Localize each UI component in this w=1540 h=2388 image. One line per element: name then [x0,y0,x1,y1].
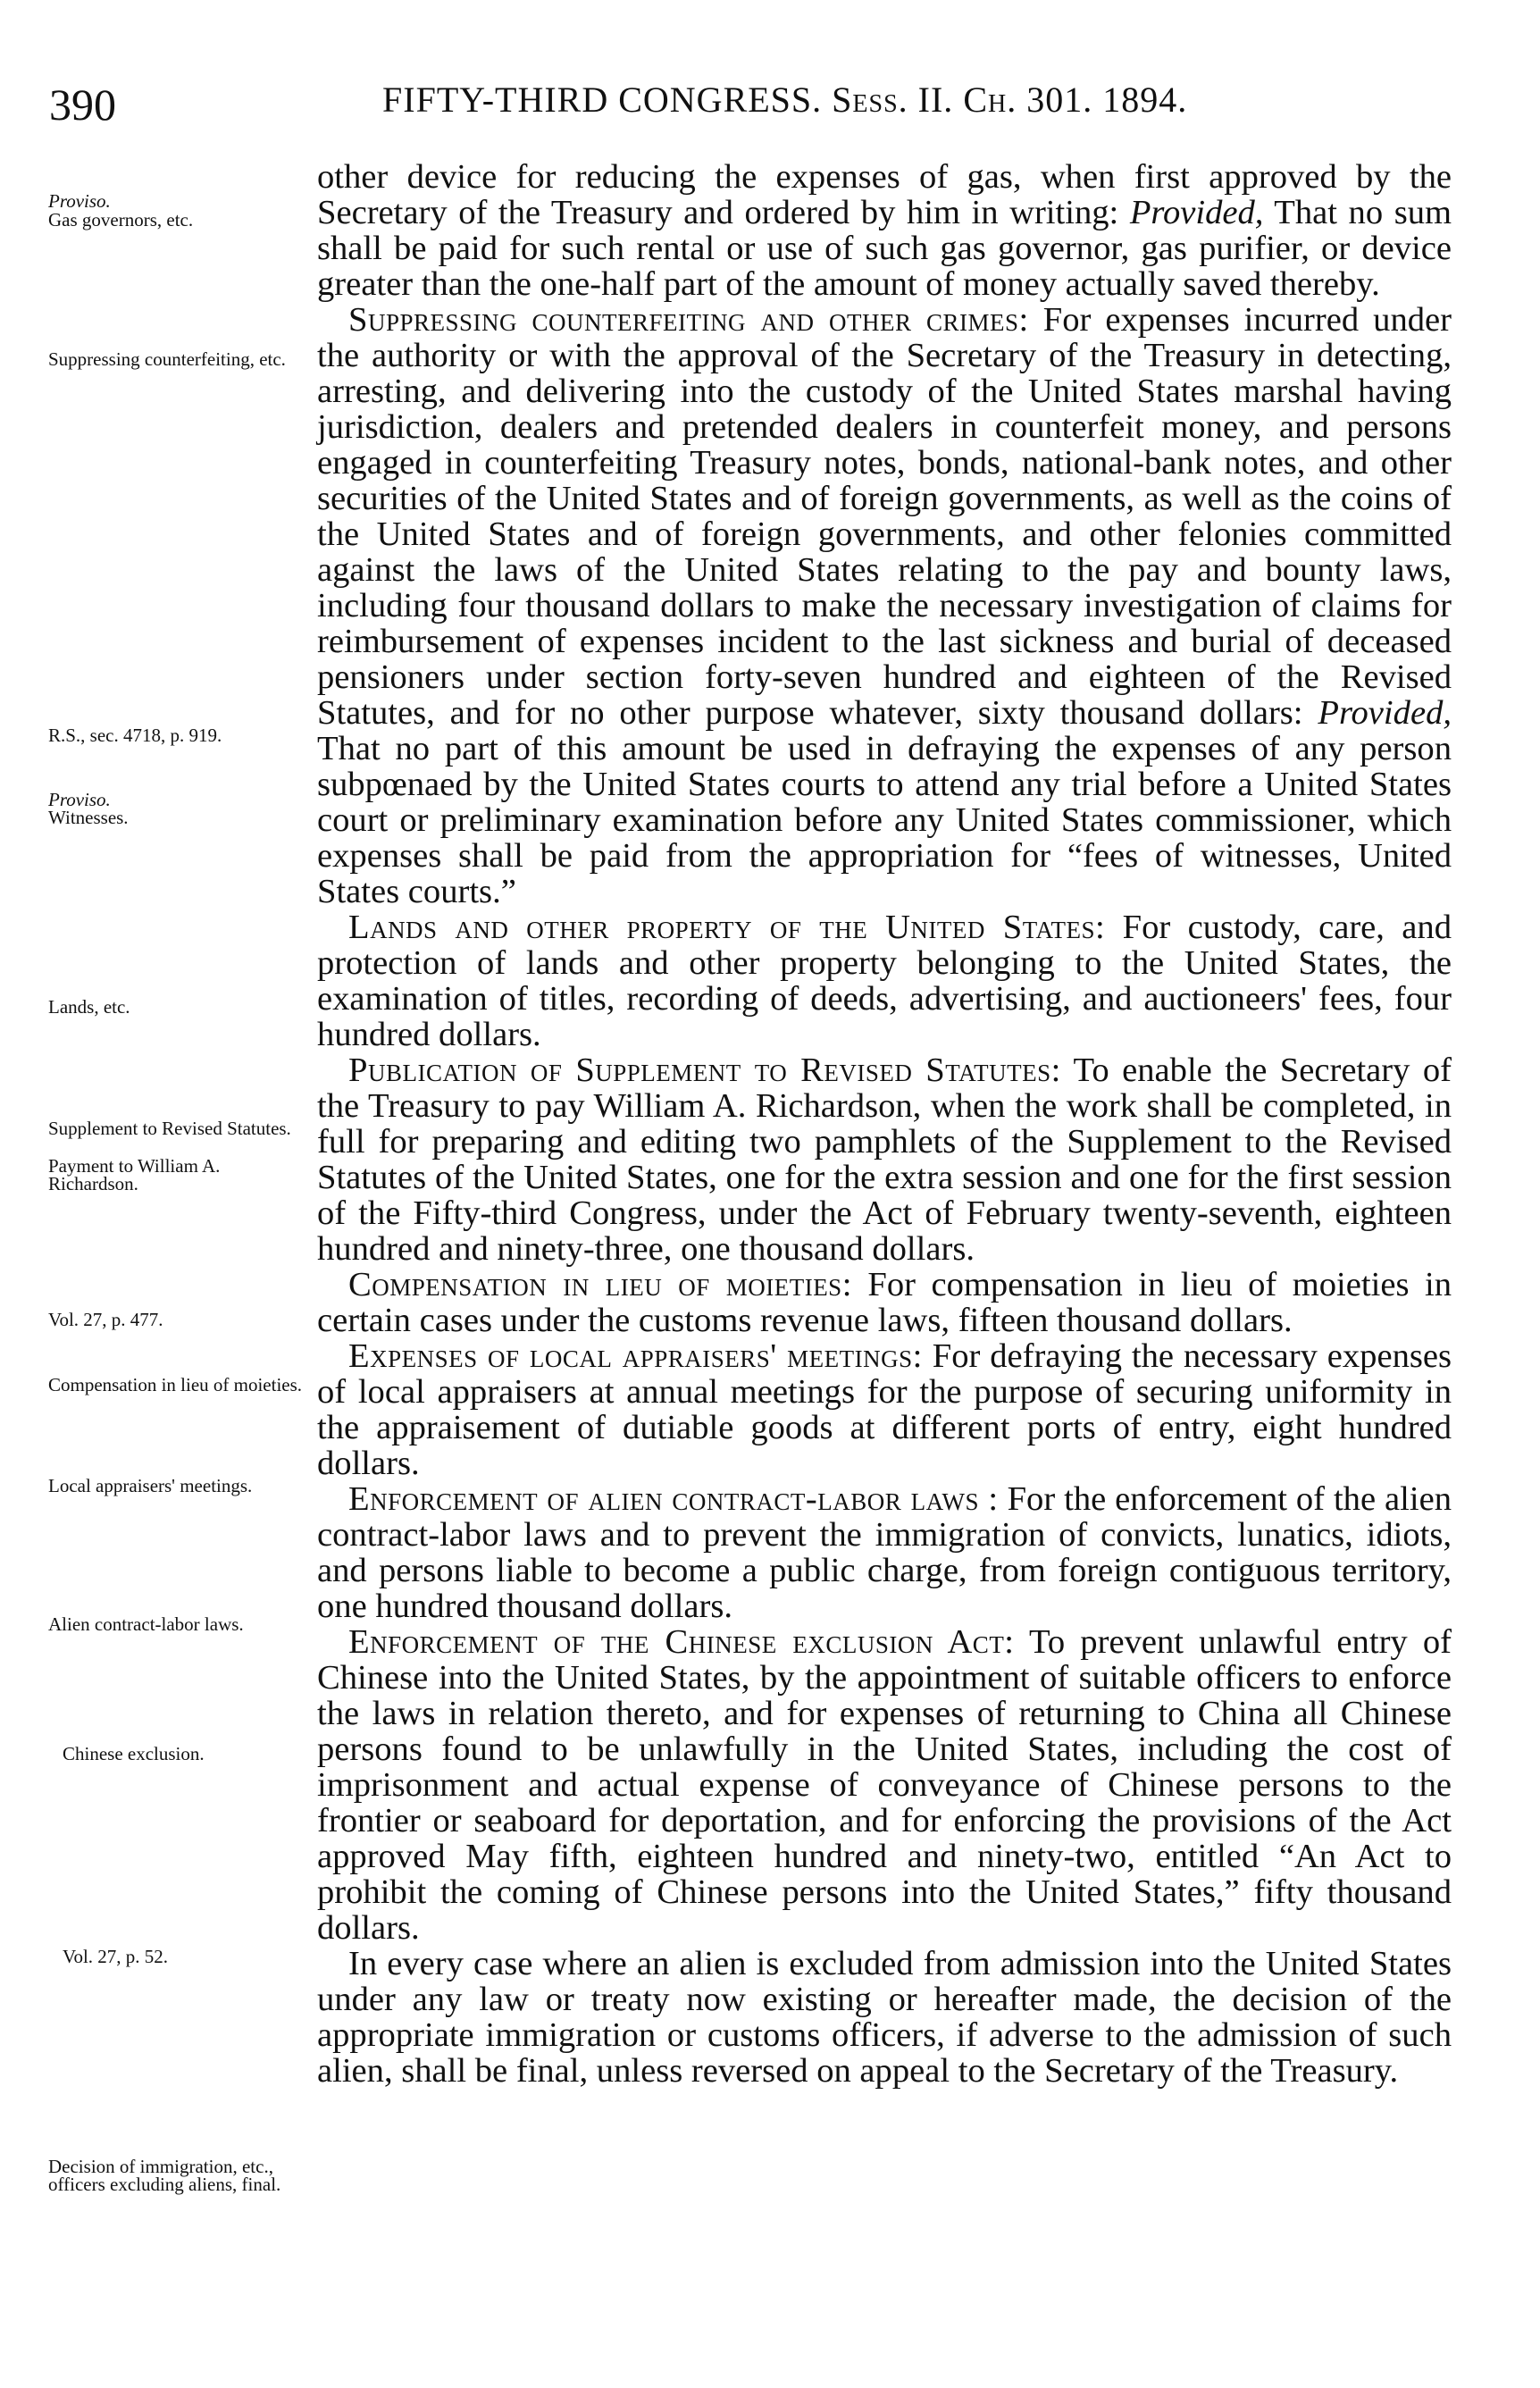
margin-note-vol27-477: Vol. 27, p. 477. [48,1309,163,1330]
running-head-chapter: Ch. 301. [963,80,1093,120]
running-head-session: Sess. II. [832,80,954,120]
margin-note-witnesses: Witnesses. [48,807,129,828]
margin-note-decision: Decision of immigration, etc., officers excluding aliens, final. [48,2156,281,2195]
paragraph-alien-labor: Enforcement of alien contract-labor laws : For the enforcement of the alien contract-labor laws and to prevent the immigration of convicts, lunatics, idiots, and persons liable to become a public charge, from foreign contiguous territory, one hundred thousand dollars. [317,1480,1452,1625]
margin-note-gas-governors: Gas governors, etc. [48,209,194,230]
margin-note-lands: Lands, etc. [48,996,130,1018]
paragraph-lands: Lands and other property of the United States: For custody, care, and protection of lands and other property belonging to the United States, the examination of titles, recording of deeds, advertising, and auctioneers' fees, four hundred dollars. [317,909,1452,1053]
main-text [317,159,1452,2089]
paragraph-decision: In every case where an alien is excluded from admission into the United States under any law or treaty now existing or hereafter made, the decision of the appropriate immigration or customs officers, if adverse to the admission of such alien, shall be final, unless reversed on appeal to the Secretary of the Treasury. [317,1945,1452,2090]
section-heading: Expenses of local appraisers' meetings: [348,1337,923,1375]
paragraph-supplement: Publication of Supplement to Revised Statutes: To enable the Secretary of the Treasury to pay William A. Richardson, when the work shall be completed, in full for preparing and editing two pamphlets of the Supplement to the Revised Statutes of the United States, one for the extra session and one for the first session of the Fifty-third Congress, under the Act of February twenty-seventh, eighteen hundred and ninety-three, one thousand dollars. [317,1052,1452,1268]
section-heading: Lands and other property of the United States: [348,909,1106,946]
running-head-congress: FIFTY-THIRD CONGRESS. [382,80,823,120]
section-heading: Compensation in lieu of moieties: [348,1266,852,1303]
margin-note-counterfeiting: Suppressing counterfeiting, etc. [48,348,286,370]
margin-note-compensation: Compensation in lieu of moieties. [48,1374,303,1395]
margin-note-alien-labor: Alien contract-labor laws. [48,1613,244,1635]
section-heading: Enforcement of the Chinese exclusion Act: [348,1623,1015,1661]
margin-note-payment: Payment to William A. Richardson. [48,1155,221,1194]
margin-note-rs-sec: R.S., sec. 4718, p. 919. [48,725,222,746]
paragraph-compensation: Compensation in lieu of moieties: For compensation in lieu of moieties in certain cases under the customs revenue laws, fifteen thousand dollars. [317,1266,1452,1339]
running-head [382,79,1187,121]
margin-note-proviso-2: Proviso. [48,789,111,810]
page-number: 390 [49,80,116,130]
section-heading: Suppressing counterfeiting and other crimes: [348,301,1029,339]
margin-note-chinese-exclusion: Chinese exclusion. [63,1743,205,1764]
margin-note-vol27-52: Vol. 27, p. 52. [63,1946,169,1967]
paragraph-chinese-exclusion: Enforcement of the Chinese exclusion Act: To prevent unlawful entry of Chinese into the United States, by the appointment of suitable officers to enforce the laws in relation thereto, and for expenses of returning to China all Chinese persons found to be unlawfully in the United States, including the cost of imprisonment and actual expense of conveyance of Chinese persons to the frontier or seaboard for deportation, and for enforcing the provisions of the Act approved May fifth, eighteen hundred and ninety-two, entitled “An Act to prohibit the coming of Chinese persons into the United States,” fifty thousand dollars. [317,1623,1452,1947]
margin-note-supplement: Supplement to Revised Statutes. [48,1118,291,1139]
running-head-year: 1894. [1102,80,1188,120]
paragraph-gas-governors: other device for reducing the expenses of gas, when first approved by the Secretary of the Treasury and ordered by him in writing: Provided, That no sum shall be paid for such rental or use of such gas governor, gas purifier, or device greater than the one-half part of the amount of money actually saved thereby. [317,158,1452,303]
paragraph-counterfeiting: Suppressing counterfeiting and other crimes: For expenses incurred under the authority or with the approval of the Secretary of the Treasury in detecting, arresting, and delivering into the custody of the United States marshal having jurisdiction, dealers and pretended dealers in counterfeit money, and persons engaged in counterfeiting Treasury notes, bonds, national-bank notes, and other securities of the United States and of foreign governments, as well as the coins of the United States and of foreign governments, and other felonies committed against the laws of the United States relating to the pay and bounty laws, including four thousand dollars to make the necessary investigation of claims for reimbursement of expenses incident to the last sickness and burial of deceased pensioners under section forty-seven hundred and eighteen of the Revised Statutes, and for no other purpose whatever, sixty thousand dollars: Provided, That no part of this amount be used in defraying the expenses of any person subpœnaed by the United States courts to attend any trial before a United States court or preliminary examination before any United States commissioner, which expenses shall be paid from the appropriation for “fees of witnesses, United States courts.” [317,301,1452,910]
paragraph-local-appraisers: Expenses of local appraisers' meetings: For defraying the necessary expenses of local appraisers at annual meetings for the purpose of securing uniformity in the appraisement of dutiable goods at different ports of entry, eight hundred dollars. [317,1337,1452,1482]
margin-note-proviso: Proviso. [48,190,111,212]
margin-note-local-appraisers: Local appraisers' meetings. [48,1475,253,1496]
section-heading: Publication of Supplement to Revised Statutes: [348,1052,1061,1089]
section-heading: Enforcement of alien contract-labor laws : [348,1480,999,1518]
